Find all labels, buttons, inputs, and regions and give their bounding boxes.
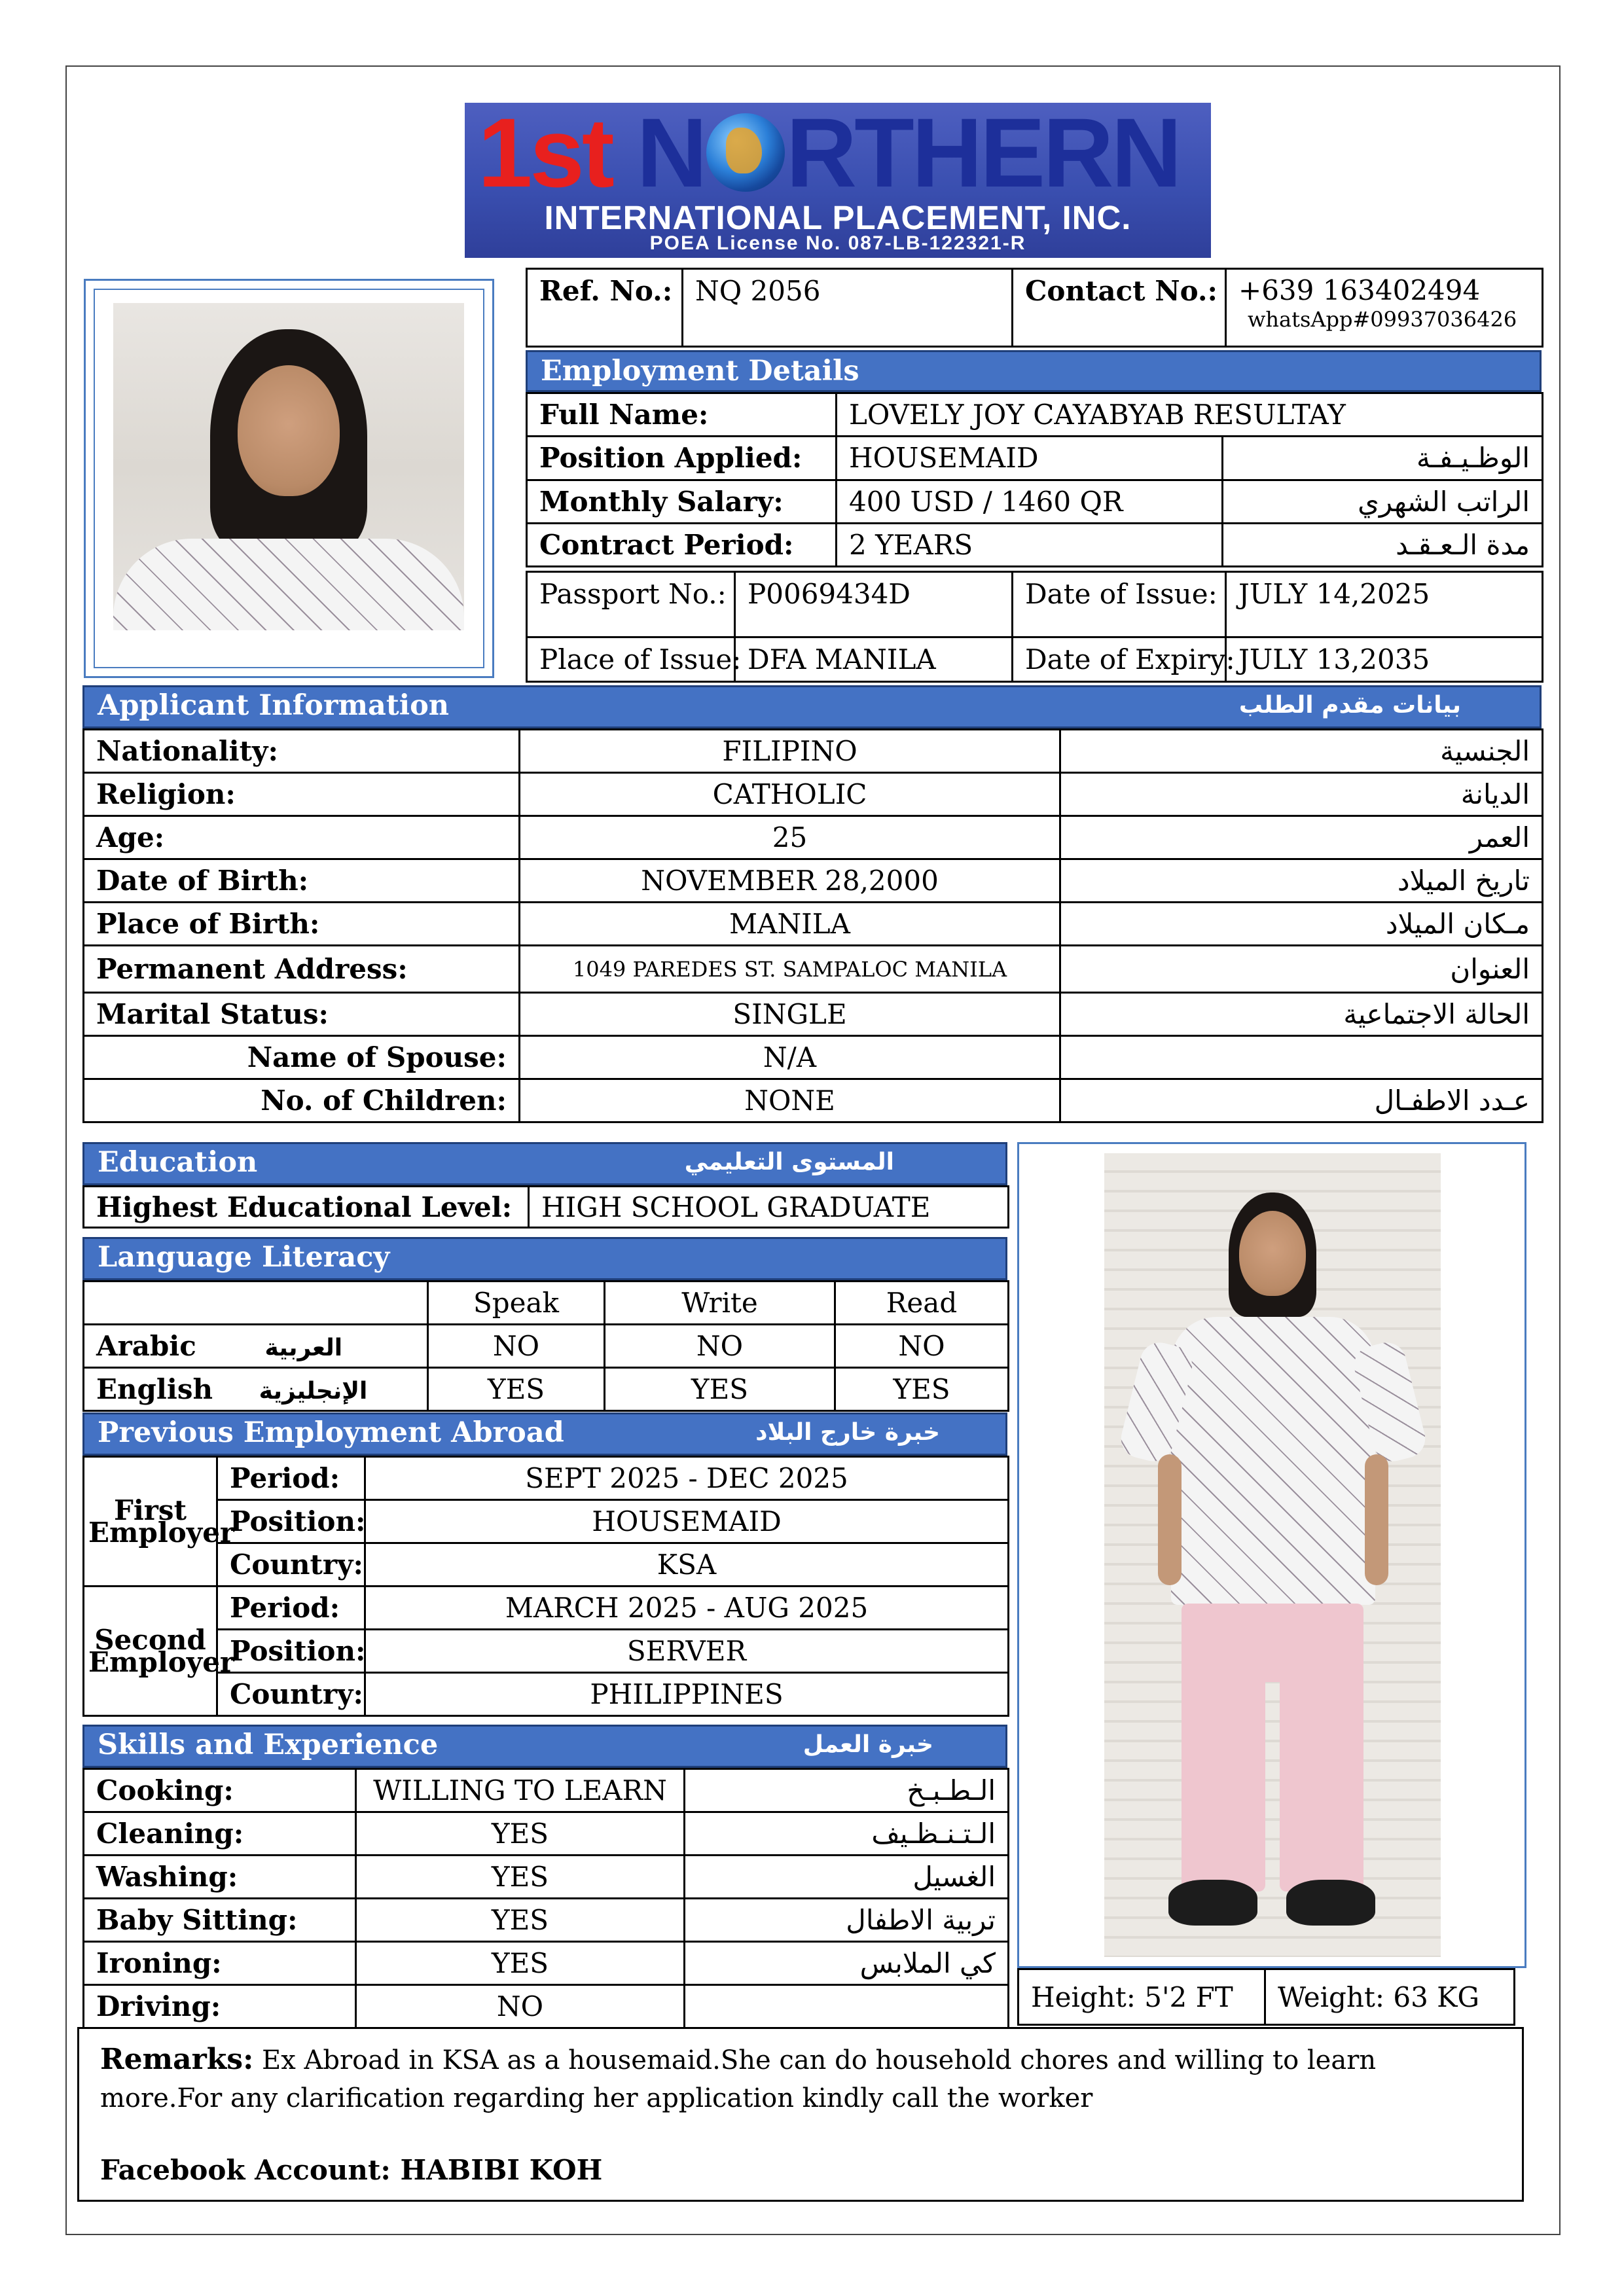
read-header: Read <box>835 1282 1009 1325</box>
remarks-label: Remarks: <box>100 2043 254 2076</box>
driving-value: NO <box>356 1985 685 2028</box>
address-value: 1049 PAREDES ST. SAMPALOC MANILA <box>520 946 1060 993</box>
education-label: Highest Educational Level: <box>84 1187 529 1228</box>
first-position-label: Position: <box>217 1500 365 1543</box>
logo-company-name: INTERNATIONAL PLACEMENT, INC. <box>544 199 1132 236</box>
english-language-label: English <box>96 1373 213 1405</box>
passport-no-value: P0069434D <box>735 572 1013 637</box>
skills-table <box>82 1768 1009 2029</box>
employment-title: Employment Details <box>541 355 859 387</box>
education-value: HIGH SCHOOL GRADUATE <box>529 1187 1009 1228</box>
first-period-label: Period: <box>217 1457 365 1500</box>
dob-label: Date of Birth: <box>84 859 520 903</box>
age-arabic: العمر <box>1060 816 1543 859</box>
applicant-header <box>82 685 1542 728</box>
reference-table <box>526 268 1543 348</box>
logo-text-rthern: RTHERN <box>785 98 1180 207</box>
arabic-speak: NO <box>428 1325 605 1368</box>
height-value: Height: 5'2 FT <box>1019 1969 1265 2025</box>
ironing-value: YES <box>356 1942 685 1985</box>
previous-employment-header <box>82 1412 1007 1456</box>
driving-arabic <box>685 1985 1009 2028</box>
language-title: Language Literacy <box>98 1241 390 1274</box>
second-country-value: PHILIPPINES <box>365 1673 1009 1716</box>
second-period-value: MARCH 2025 - AUG 2025 <box>365 1587 1009 1630</box>
marital-value: SINGLE <box>520 993 1060 1036</box>
contact-cell <box>1226 269 1543 347</box>
contract-value: 2 YEARS <box>837 523 1223 566</box>
children-arabic: عـدد الاطفـال <box>1060 1079 1543 1122</box>
logo-text-1st: 1st <box>478 98 612 207</box>
english-language-arabic: الإنجليزية <box>259 1378 368 1405</box>
washing-value: YES <box>356 1856 685 1899</box>
nationality-label: Nationality: <box>84 730 520 773</box>
date-issue-value: JULY 14,2025 <box>1226 572 1543 637</box>
washing-label: Washing: <box>84 1856 356 1899</box>
pob-value: MANILA <box>520 903 1060 946</box>
arabic-read: NO <box>835 1325 1009 1368</box>
age-label: Age: <box>84 816 520 859</box>
marital-arabic: الحالة الاجتماعية <box>1060 993 1543 1036</box>
employment-table <box>526 392 1543 567</box>
english-speak: YES <box>428 1368 605 1411</box>
cleaning-label: Cleaning: <box>84 1812 356 1856</box>
date-expiry-value: JULY 13,2035 <box>1226 637 1543 682</box>
remarks-text: Ex Abroad in KSA as a housemaid.She can do household chores and willing to learn more.For any clarification regarding her application kindly call the worker <box>100 2045 1377 2113</box>
language-header <box>82 1237 1007 1280</box>
globe-icon <box>706 113 785 192</box>
second-employer-label: Second Employer <box>84 1587 217 1716</box>
address-arabic: العنوان <box>1060 946 1543 993</box>
passport-table <box>526 571 1543 683</box>
contract-label: Contract Period: <box>527 523 837 566</box>
ironing-arabic: كي الملابس <box>685 1942 1009 1985</box>
cooking-value: WILLING TO LEARN <box>356 1769 685 1812</box>
facebook-account: Facebook Account: HABIBI KOH <box>100 2154 603 2186</box>
first-position-value: HOUSEMAID <box>365 1500 1009 1543</box>
arabic-language-arabic: العربية <box>264 1335 343 1361</box>
dob-value: NOVEMBER 28,2000 <box>520 859 1060 903</box>
salary-arabic: الراتب الشهري <box>1223 480 1543 523</box>
first-employer-label: First Employer <box>84 1457 217 1587</box>
whatsapp-number: whatsApp#09937036426 <box>1248 307 1517 332</box>
education-title-arabic: المستوى التعليمي <box>684 1149 894 1175</box>
spouse-value: N/A <box>520 1036 1060 1079</box>
speak-header: Speak <box>428 1282 605 1325</box>
spouse-label: Name of Spouse: <box>84 1036 520 1079</box>
religion-arabic: الديانة <box>1060 773 1543 816</box>
full-body-photo <box>1104 1153 1441 1957</box>
cooking-arabic: الـطـبـخ <box>685 1769 1009 1812</box>
nationality-value: FILIPINO <box>520 730 1060 773</box>
headshot-frame <box>84 279 494 678</box>
headshot-photo <box>113 303 464 630</box>
salary-value: 400 USD / 1460 QR <box>837 480 1223 523</box>
pob-arabic: مـكان الميلاد <box>1060 903 1543 946</box>
dob-arabic: تاريخ الميلاد <box>1060 859 1543 903</box>
cleaning-arabic: الـتـنـظـيف <box>685 1812 1009 1856</box>
full-body-frame <box>1017 1142 1526 1968</box>
date-issue-label: Date of Issue: <box>1013 572 1226 637</box>
children-label: No. of Children: <box>84 1079 520 1122</box>
second-period-label: Period: <box>217 1587 365 1630</box>
skills-title: Skills and Experience <box>98 1729 439 1761</box>
measurements-table <box>1017 1968 1515 2026</box>
logo-text-n: N <box>636 98 705 207</box>
remarks-box <box>77 2027 1524 2202</box>
previous-employment-title-arabic: خبرة خارج البلاد <box>755 1419 940 1446</box>
first-country-label: Country: <box>217 1543 365 1587</box>
education-title: Education <box>98 1146 258 1179</box>
employment-header <box>526 350 1542 392</box>
contact-value: +639 163402494 <box>1238 274 1481 306</box>
pob-label: Place of Birth: <box>84 903 520 946</box>
arabic-write: NO <box>605 1325 835 1368</box>
nationality-arabic: الجنسية <box>1060 730 1543 773</box>
applicant-title-arabic: بيانات مقدم الطلب <box>1238 692 1461 719</box>
education-header <box>82 1142 1007 1185</box>
baby-sitting-label: Baby Sitting: <box>84 1899 356 1942</box>
cooking-label: Cooking: <box>84 1769 356 1812</box>
washing-arabic: الغسيل <box>685 1856 1009 1899</box>
remarks-paragraph <box>100 2041 1501 2117</box>
applicant-table <box>82 728 1543 1123</box>
previous-employment-table <box>82 1456 1009 1717</box>
baby-sitting-arabic: تربية الاطفال <box>685 1899 1009 1942</box>
position-value: HOUSEMAID <box>837 437 1223 480</box>
contact-label: Contact No.: <box>1013 269 1226 347</box>
ref-value: NQ 2056 <box>683 269 1013 347</box>
driving-label: Driving: <box>84 1985 356 2028</box>
english-read: YES <box>835 1368 1009 1411</box>
date-expiry-label: Date of Expiry: <box>1013 637 1226 682</box>
full-name-label: Full Name: <box>527 393 837 437</box>
skills-title-arabic: خبرة العمل <box>803 1731 933 1758</box>
spouse-arabic <box>1060 1036 1543 1079</box>
place-issue-value: DFA MANILA <box>735 637 1013 682</box>
english-write: YES <box>605 1368 835 1411</box>
education-table <box>82 1185 1009 1229</box>
contract-arabic: مدة الـعـقـد <box>1223 523 1543 566</box>
second-position-label: Position: <box>217 1630 365 1673</box>
weight-value: Weight: 63 KG <box>1265 1969 1515 2025</box>
second-position-value: SERVER <box>365 1630 1009 1673</box>
address-label: Permanent Address: <box>84 946 520 993</box>
children-value: NONE <box>520 1079 1060 1122</box>
arabic-language-label: Arabic <box>96 1330 196 1362</box>
religion-value: CATHOLIC <box>520 773 1060 816</box>
previous-employment-title: Previous Employment Abroad <box>98 1416 564 1449</box>
passport-no-label: Passport No.: <box>527 572 735 637</box>
applicant-title: Applicant Information <box>98 689 450 722</box>
ref-label: Ref. No.: <box>527 269 683 347</box>
language-corner-cell <box>84 1282 428 1325</box>
logo-license: POEA License No. 087-LB-122321-R <box>649 232 1026 254</box>
write-header: Write <box>605 1282 835 1325</box>
language-table <box>82 1280 1009 1412</box>
second-country-label: Country: <box>217 1673 365 1716</box>
full-name-value: LOVELY JOY CAYABYAB RESULTAY <box>837 393 1543 437</box>
first-period-value: SEPT 2025 - DEC 2025 <box>365 1457 1009 1500</box>
first-country-value: KSA <box>365 1543 1009 1587</box>
marital-label: Marital Status: <box>84 993 520 1036</box>
cleaning-value: YES <box>356 1812 685 1856</box>
place-issue-label: Place of Issue: <box>527 637 735 682</box>
position-label: Position Applied: <box>527 437 837 480</box>
salary-label: Monthly Salary: <box>527 480 837 523</box>
ironing-label: Ironing: <box>84 1942 356 1985</box>
skills-header <box>82 1725 1007 1768</box>
company-logo <box>465 98 1211 258</box>
position-arabic: الوظـيـفـة <box>1223 437 1543 480</box>
baby-sitting-value: YES <box>356 1899 685 1942</box>
age-value: 25 <box>520 816 1060 859</box>
arabic-language-cell <box>84 1325 428 1368</box>
religion-label: Religion: <box>84 773 520 816</box>
english-language-cell <box>84 1368 428 1411</box>
